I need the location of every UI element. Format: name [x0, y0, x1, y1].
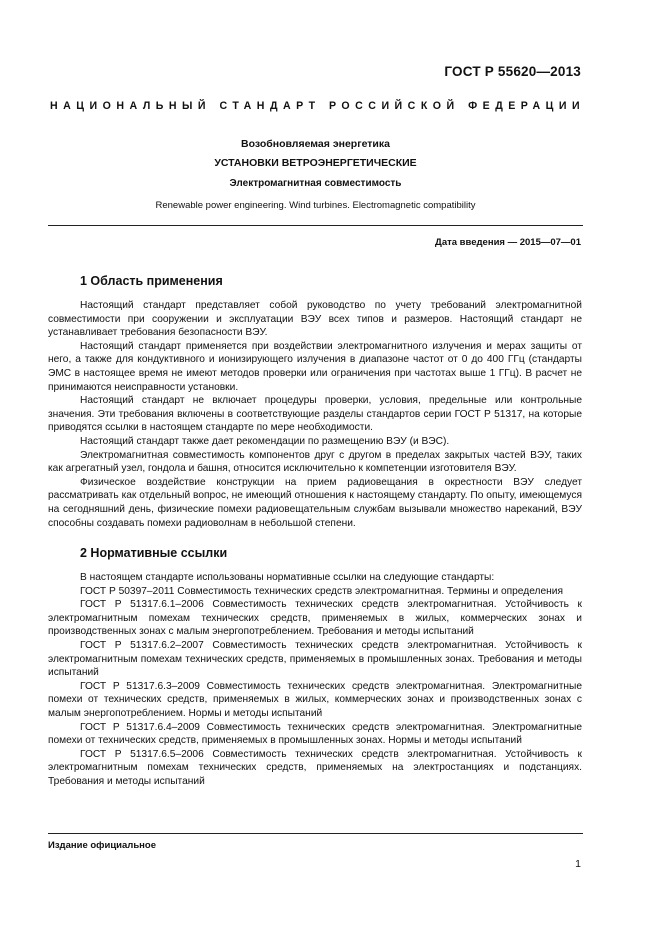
page-number: 1 — [575, 858, 581, 870]
title-line-3: Электромагнитная совместимость — [229, 178, 402, 189]
paragraph: Настоящий стандарт представляет собой руководство по учету требований электромагнитной совместимости при сооружении и эксплуатации ВЭУ всех типов и размеров. Настоящий стандарт не устанавливает требования безопасности ВЭУ. — [48, 300, 582, 339]
paragraph: Электромагнитная совместимость компонентов друг с другом в пределах закрытых частей ВЭУ, таких как агрегатный узел, гондола и башня, относится исключительно к компетенции изготовителя ВЭУ. — [48, 449, 582, 475]
paragraph: Настоящий стандарт не включает процедуры проверки, условия, предельные или контрольные значения. Эти требования включены в соответствующие разделы стандартов серии ГОСТ Р 51317, на которые приводятся ссылки в настоящем стандарте по мере необходимости. — [48, 395, 582, 434]
title-divider — [48, 225, 583, 226]
national-standard-banner: НАЦИОНАЛЬНЫЙ СТАНДАРТ РОССИЙСКОЙ ФЕДЕРАЦИИ — [50, 100, 586, 112]
reference-item: ГОСТ Р 51317.6.2–2007 Совместимость технических средств электромагнитная. Устойчивость к электромагнитным помехам технических средств, применяемых в промышленных зонах. Требования и методы испытаний — [48, 639, 582, 679]
title-line-2: УСТАНОВКИ ВЕТРОЭНЕРГЕТИЧЕСКИЕ — [214, 157, 417, 169]
reference-item: ГОСТ Р 51317.6.4–2009 Совместимость технических средств электромагнитная. Электромагнитные помехи от технических средств, применяемых в промышленных зонах. Нормы и методы испытаний — [48, 721, 582, 747]
title-line-1: Возобновляемая энергетика — [241, 138, 390, 150]
section-1-title: 1 Область применения — [80, 274, 223, 288]
english-title: Renewable power engineering. Wind turbines. Electromagnetic compatibility — [155, 200, 476, 211]
gost-number: ГОСТ Р 55620—2013 — [444, 64, 581, 79]
footer-divider — [48, 833, 583, 834]
reference-item: ГОСТ Р 51317.6.5–2006 Совместимость технических средств электромагнитная. Устойчивость к электромагнитным помехам технических средств, применяемых на электростанциях и подстанциях. Требования и методы испытаний — [48, 748, 582, 787]
reference-item: ГОСТ Р 51317.6.3–2009 Совместимость технических средств электромагнитная. Электромагнитные помехи от технических средств, применяемых в жилых, коммерческих зонах и производственных зонах с малым энергопотреблением. Нормы и методы испытаний — [48, 680, 582, 719]
introduction-date: Дата введения — 2015—07—01 — [435, 237, 581, 248]
section-2-body — [48, 571, 582, 789]
paragraph: Физическое воздействие конструкции на прием радиовещания в окрестности ВЭУ следует рассматривать как отдельный вопрос, не имеющий отношения к настоящему стандарту. По опыту, имеющемуся на сегодняшний день, физические помехи радиовещательным службам вызывали множество нареканий, ВЭУ способны создавать помехи радиоволнам в небольшой степени. — [48, 476, 582, 529]
paragraph: В настоящем стандарте использованы нормативные ссылки на следующие стандарты: — [80, 572, 495, 583]
paragraph: Настоящий стандарт применяется при воздействии электромагнитного излучения и мерах защиты от него, а также для кондуктивного и ионизирующего излучения в диапазоне частот от 0 до 400 ГГц (стандарты ЭМС в настоящее время не имеют методов проверки или ограничения при частотах выше 1 ГГц). В расчет не принимаются неисправности установки. — [48, 340, 582, 393]
edition-label: Издание официальное — [48, 840, 156, 851]
paragraph: Настоящий стандарт также дает рекомендации по размещению ВЭУ (и ВЭС). — [80, 435, 450, 447]
section-2-title: 2 Нормативные ссылки — [80, 546, 228, 560]
section-1-body — [48, 299, 582, 530]
reference-item: ГОСТ Р 50397–2011 Совместимость технических средств электромагнитная. Термины и определения — [80, 585, 563, 597]
reference-item: ГОСТ Р 51317.6.1–2006 Совместимость технических средств электромагнитная. Устойчивость к электромагнитным помехам технических средств, применяемых в жилых, коммерческих зонах и производственных зонах с малым энергопотреблением. Требования и методы испытаний — [48, 599, 582, 638]
